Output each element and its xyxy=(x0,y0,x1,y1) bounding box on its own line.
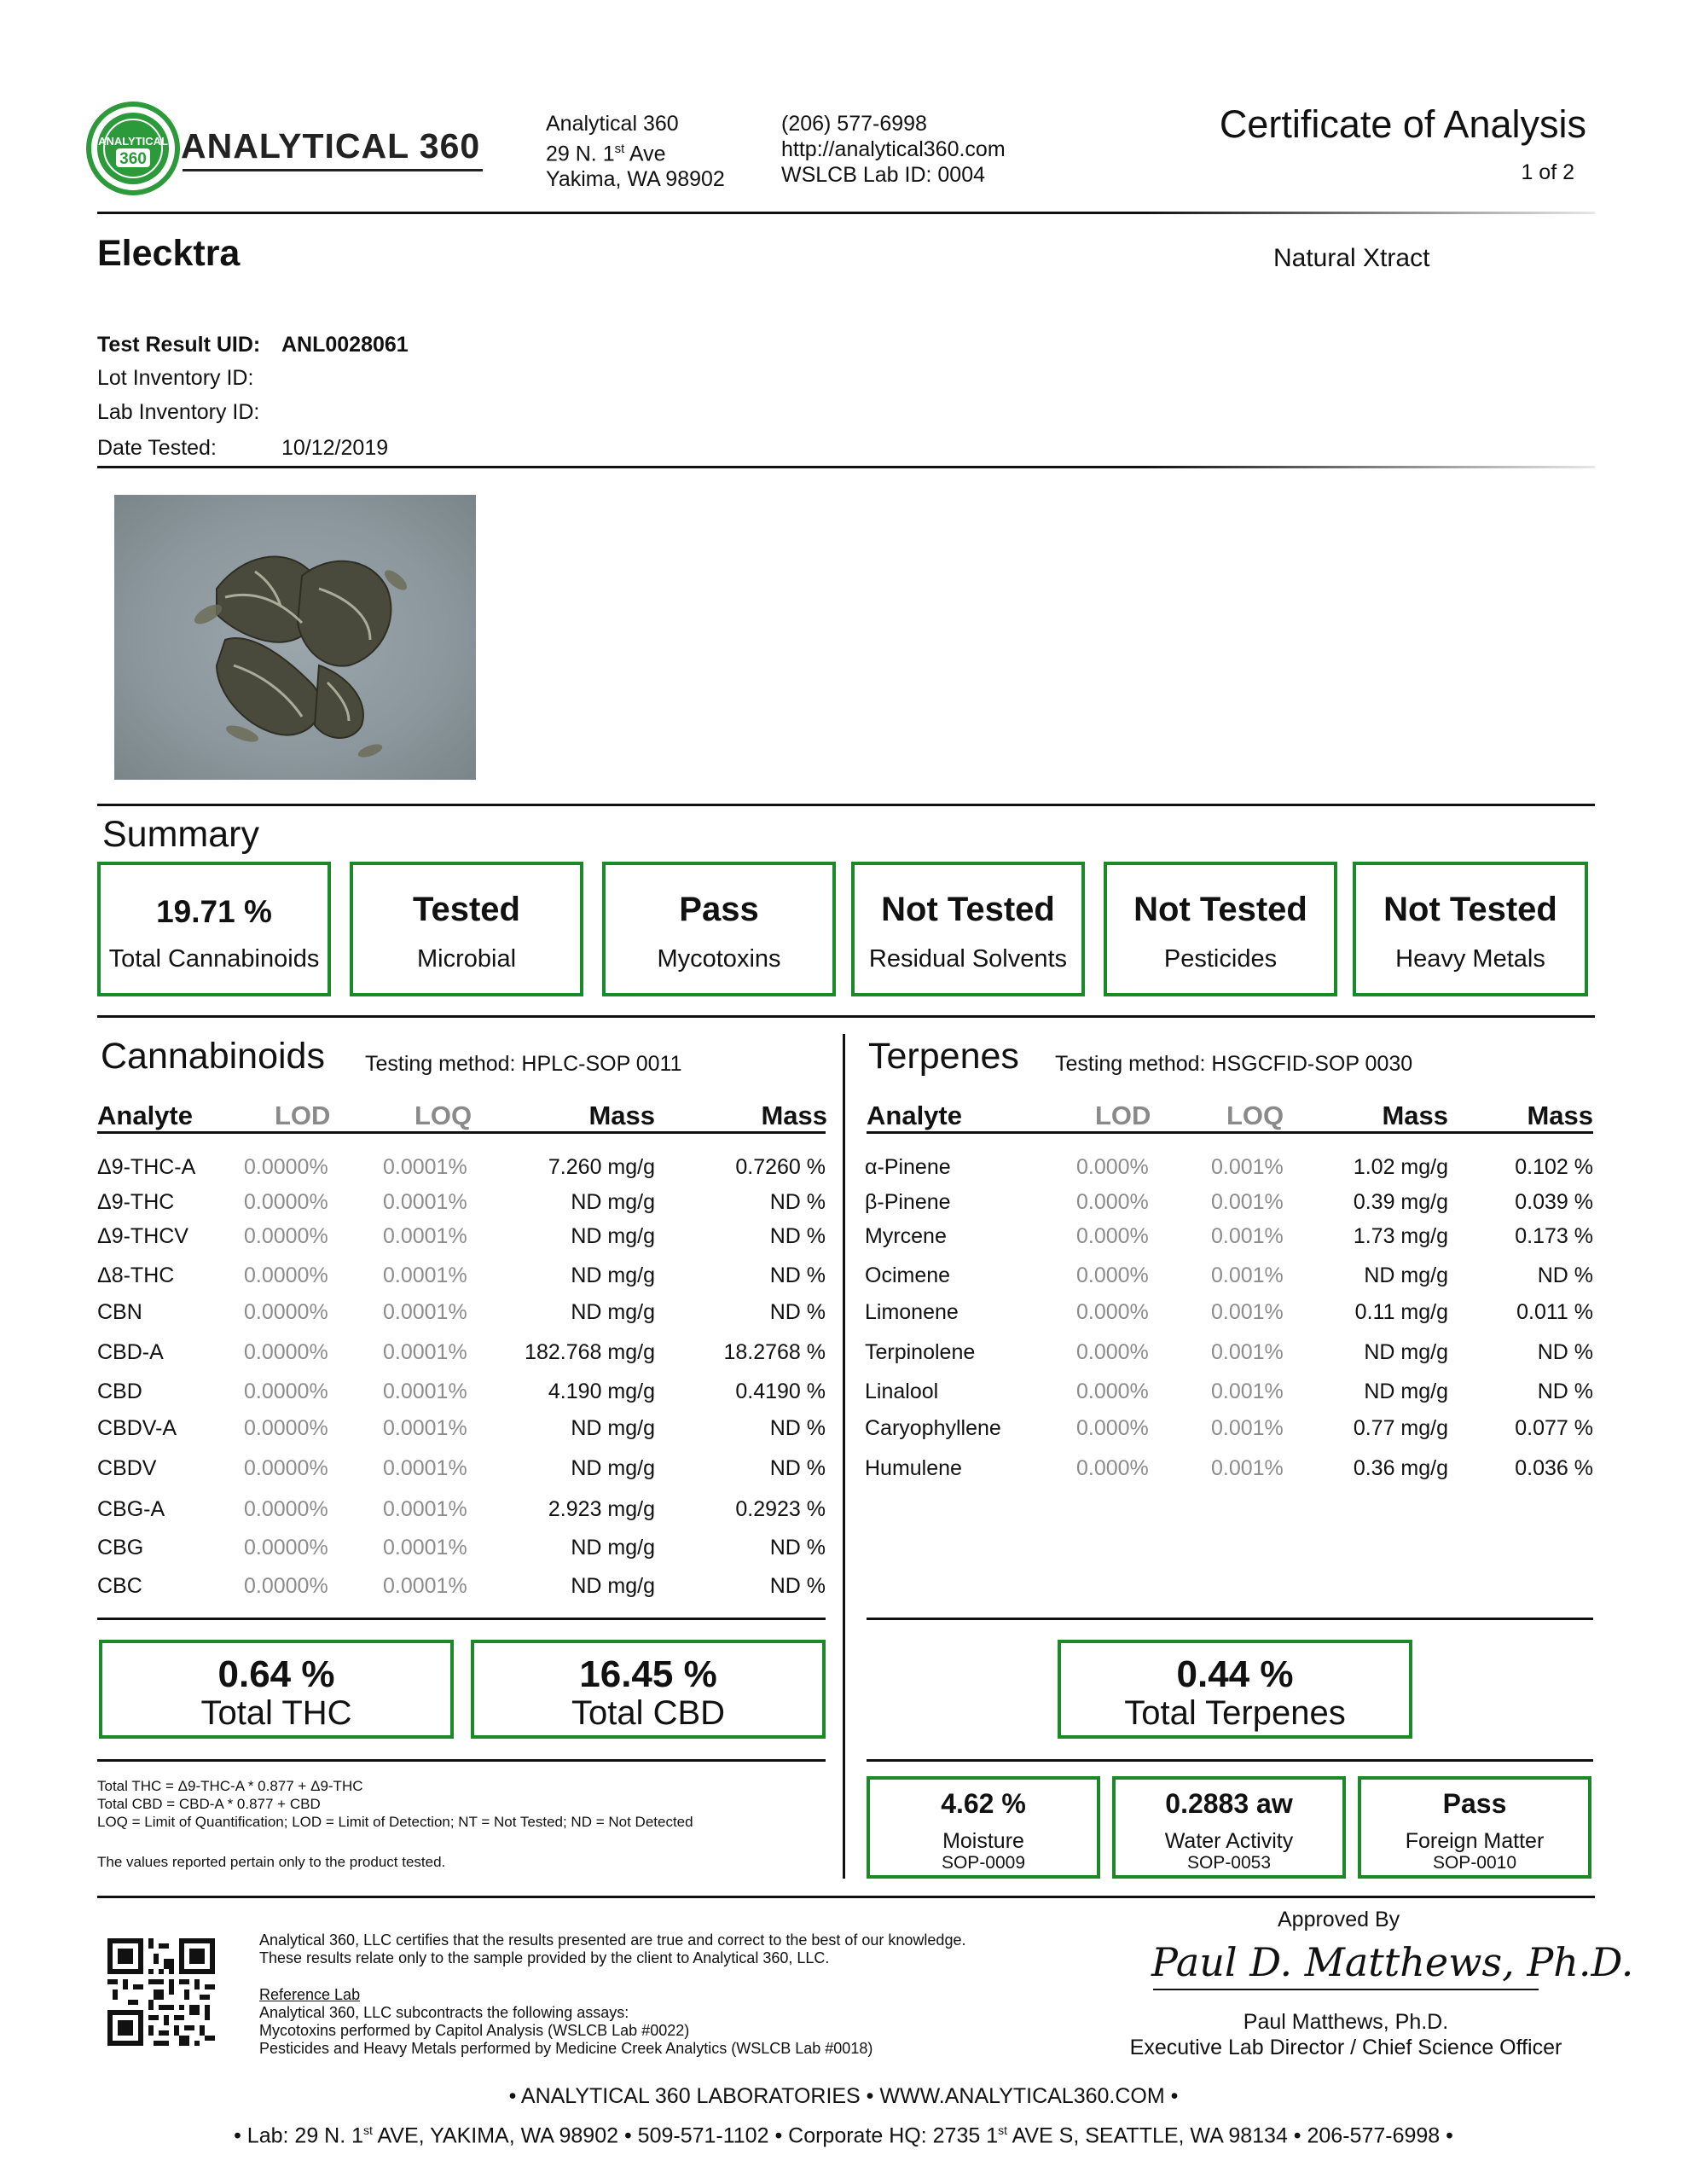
cannabinoid-lod: 0.0000% xyxy=(244,1224,328,1248)
lab-address-block xyxy=(546,111,725,192)
terpene-loq: 0.001% xyxy=(1211,1380,1284,1403)
total-terpenes-value: 0.44 % xyxy=(1176,1653,1294,1695)
cannabinoid-lod: 0.0000% xyxy=(244,1300,328,1324)
lab-phone: (206) 577-6998 xyxy=(781,112,927,136)
summary-microbial-box xyxy=(350,862,583,996)
total-thc-value: 0.64 % xyxy=(217,1653,335,1695)
foreign-matter-value: Pass xyxy=(1442,1788,1507,1819)
cannabinoids-col-mass-mg: Mass xyxy=(588,1101,655,1130)
qr-code-icon xyxy=(107,1938,215,2046)
note-total-thc: Total THC = Δ9-THC-A * 0.877 + Δ9-THC xyxy=(97,1778,363,1794)
footer-line-1: • ANALYTICAL 360 LABORATORIES • WWW.ANALYTICAL360.COM • xyxy=(508,2084,1179,2108)
certification-text xyxy=(259,1931,965,1967)
terpene-analyte: β-Pinene xyxy=(865,1190,951,1214)
signer-name: Paul Matthews, Ph.D. xyxy=(1243,2010,1449,2034)
water-activity-label: Water Activity xyxy=(1164,1829,1294,1853)
cannabinoid-loq: 0.0001% xyxy=(383,1340,467,1364)
cannabinoid-mass-mg: ND mg/g xyxy=(571,1263,655,1287)
header-divider xyxy=(97,212,1595,214)
signer-title: Executive Lab Director / Chief Science Officer xyxy=(1129,2036,1562,2059)
cannabinoid-mass-mg: ND mg/g xyxy=(571,1190,655,1214)
meta-row-date xyxy=(97,436,609,462)
cannabinoid-analyte: Δ8-THC xyxy=(97,1263,175,1287)
cannabinoid-mass-mg: ND mg/g xyxy=(571,1536,655,1560)
cannabinoid-mass-pct: ND % xyxy=(769,1263,826,1287)
cannabinoid-analyte: CBG-A xyxy=(97,1497,165,1521)
summary-residual-solvents-box xyxy=(851,862,1085,996)
footer-sup: st xyxy=(998,2123,1007,2137)
terpene-mass-mg: ND mg/g xyxy=(1364,1340,1448,1364)
meta-value: 10/12/2019 xyxy=(281,436,389,460)
meta-label: Lot Inventory ID: xyxy=(97,366,254,390)
cannabinoid-mass-pct: ND % xyxy=(769,1224,826,1248)
total-thc-label: Total THC xyxy=(200,1694,352,1732)
moisture-value: 4.62 % xyxy=(941,1788,1026,1819)
approved-by-label: Approved By xyxy=(1278,1908,1400,1931)
client-name: Elecktra xyxy=(97,233,241,274)
cannabinoid-mass-pct: 0.7260 % xyxy=(735,1155,826,1179)
foreign-matter-box xyxy=(1358,1776,1591,1879)
meta-label: Date Tested: xyxy=(97,436,217,460)
logo-badge-number: 360 xyxy=(119,150,147,168)
cannabinoid-mass-mg: ND mg/g xyxy=(571,1456,655,1480)
summary-value: Not Tested xyxy=(1133,891,1307,928)
cannabinoid-lod: 0.0000% xyxy=(244,1380,328,1403)
cannabinoids-col-mass-pct: Mass xyxy=(761,1101,827,1130)
reference-lab-line: Analytical 360, LLC subcontracts the following assays: xyxy=(259,2004,629,2021)
cannabinoid-mass-mg: 4.190 mg/g xyxy=(548,1380,655,1403)
terpene-analyte: Humulene xyxy=(865,1456,962,1480)
water-activity-box xyxy=(1112,1776,1346,1879)
terpene-mass-pct: 0.077 % xyxy=(1515,1416,1593,1440)
terpene-analyte: α-Pinene xyxy=(865,1155,951,1179)
summary-heavy-metals-box xyxy=(1353,862,1588,996)
terpene-mass-pct: ND % xyxy=(1537,1263,1593,1287)
terpene-lod: 0.000% xyxy=(1076,1416,1149,1440)
meta-value: ANL0028061 xyxy=(281,333,409,357)
lab-street xyxy=(546,136,725,166)
summary-label: Mycotoxins xyxy=(657,945,781,973)
cannabinoid-mass-pct: ND % xyxy=(769,1456,826,1480)
terpene-analyte: Ocimene xyxy=(865,1263,951,1287)
summary-title: Summary xyxy=(102,814,259,855)
logo-wordmark: ANALYTICAL 360 xyxy=(181,126,481,166)
cannabinoid-mass-mg: ND mg/g xyxy=(571,1416,655,1440)
cannabinoid-lod: 0.0000% xyxy=(244,1497,328,1521)
lab-license-id: WSLCB Lab ID: 0004 xyxy=(781,163,986,187)
disclaimer: The values reported pertain only to the product tested. xyxy=(97,1854,446,1870)
cannabinoids-notes xyxy=(97,1777,693,1831)
reference-lab-line: Mycotoxins performed by Capitol Analysis (WSLCB Lab #0022) xyxy=(259,2022,690,2039)
total-cbd-label: Total CBD xyxy=(571,1694,726,1732)
cannabinoid-lod: 0.0000% xyxy=(244,1416,328,1440)
cannabinoid-mass-mg: 182.768 mg/g xyxy=(525,1340,655,1364)
product-tag: Natural Xtract xyxy=(1273,244,1430,272)
terpene-lod: 0.000% xyxy=(1076,1263,1149,1287)
cannabinoid-mass-pct: ND % xyxy=(769,1574,826,1598)
cannabinoids-col-lod: LOD xyxy=(275,1101,331,1130)
cannabinoid-lod: 0.0000% xyxy=(244,1574,328,1598)
terpene-mass-mg: 1.73 mg/g xyxy=(1353,1224,1448,1248)
column-divider xyxy=(843,1034,845,1879)
footer-hq-phone: AVE S, SEATTLE, WA 98134 • 206-577-6998 • xyxy=(1007,2123,1453,2148)
cannabinoid-lod: 0.0000% xyxy=(244,1263,328,1287)
meta-label: Test Result UID: xyxy=(97,333,261,357)
lab-street-suffix: Ave xyxy=(624,142,666,166)
cannabinoids-title: Cannabinoids xyxy=(101,1036,325,1077)
terpenes-bottom-rule xyxy=(867,1618,1593,1620)
cannabinoid-analyte: CBG xyxy=(97,1536,144,1560)
logo-badge-top-text: ANALYTICAL xyxy=(98,135,168,148)
cannabinoid-analyte: CBDV xyxy=(97,1456,157,1480)
cannabinoid-loq: 0.0001% xyxy=(383,1456,467,1480)
cannabinoid-analyte: CBDV-A xyxy=(97,1416,177,1440)
note-abbreviations: LOQ = Limit of Quantification; LOD = Limit of Detection; NT = Not Tested; ND = Not Detected xyxy=(97,1814,693,1830)
terpene-mass-pct: 0.173 % xyxy=(1515,1224,1593,1248)
meta-row-lab-inventory xyxy=(97,400,609,426)
terpene-loq: 0.001% xyxy=(1211,1300,1284,1324)
terpene-loq: 0.001% xyxy=(1211,1456,1284,1480)
terpene-lod: 0.000% xyxy=(1076,1155,1149,1179)
certification-top-rule xyxy=(97,1896,1595,1898)
foreign-matter-sop: SOP-0010 xyxy=(1432,1853,1517,1873)
total-terpenes-box xyxy=(1058,1640,1412,1739)
total-terpenes-label: Total Terpenes xyxy=(1124,1694,1346,1732)
terpene-mass-mg: 0.77 mg/g xyxy=(1353,1416,1448,1440)
summary-mycotoxins-box xyxy=(602,862,836,996)
cannabinoids-bottom-rule xyxy=(97,1618,826,1620)
summary-value: Not Tested xyxy=(881,891,1055,928)
analytical-360-logo-icon xyxy=(85,101,181,196)
summary-label: Residual Solvents xyxy=(868,945,1068,973)
note-total-cbd: Total CBD = CBD-A * 0.877 + CBD xyxy=(97,1796,321,1812)
meta-row-lot xyxy=(97,366,609,392)
summary-label: Microbial xyxy=(416,945,517,973)
reference-lab-title: Reference Lab xyxy=(259,1986,361,2003)
cannabinoid-mass-pct: ND % xyxy=(769,1300,826,1324)
summary-label: Total Cannabinoids xyxy=(108,945,320,973)
cannabinoid-mass-pct: ND % xyxy=(769,1190,826,1214)
cannabinoid-loq: 0.0001% xyxy=(383,1497,467,1521)
water-activity-value: 0.2883 aw xyxy=(1165,1788,1293,1819)
footer-sup: st xyxy=(363,2123,373,2137)
cannabinoid-analyte: CBD xyxy=(97,1380,142,1403)
terpenes-col-lod: LOD xyxy=(1095,1101,1151,1130)
terpene-mass-pct: 0.036 % xyxy=(1515,1456,1593,1480)
cannabinoids-col-analyte: Analyte xyxy=(97,1101,193,1130)
terpene-loq: 0.001% xyxy=(1211,1190,1284,1214)
summary-bottom-rule xyxy=(97,1015,1595,1018)
summary-value: 19.71 % xyxy=(156,894,272,929)
cannabinoid-mass-mg: ND mg/g xyxy=(571,1300,655,1324)
terpene-loq: 0.001% xyxy=(1211,1155,1284,1179)
cannabinoid-mass-pct: ND % xyxy=(769,1536,826,1560)
cannabinoids-notes-rule xyxy=(97,1759,826,1762)
cannabinoids-header-rule xyxy=(97,1131,826,1134)
terpene-lod: 0.000% xyxy=(1076,1380,1149,1403)
signature-text: Paul D. Matthews, Ph.D. xyxy=(1151,1939,1634,1985)
summary-value: Tested xyxy=(413,891,520,928)
summary-pesticides-box xyxy=(1104,862,1337,996)
terpene-loq: 0.001% xyxy=(1211,1416,1284,1440)
terpenes-title: Terpenes xyxy=(868,1036,1019,1077)
cannabinoids-method: Testing method: HPLC-SOP 0011 xyxy=(365,1052,682,1076)
footer-lab-address: • Lab: 29 N. 1 xyxy=(234,2123,364,2148)
terpenes-col-analyte: Analyte xyxy=(867,1101,962,1130)
terpenes-method: Testing method: HSGCFID-SOP 0030 xyxy=(1055,1052,1413,1076)
cannabinoid-loq: 0.0001% xyxy=(383,1536,467,1560)
reference-lab-block xyxy=(259,1986,872,2058)
cannabinoid-analyte: Δ9-THC xyxy=(97,1190,175,1214)
terpene-lod: 0.000% xyxy=(1076,1456,1149,1480)
cannabinoid-loq: 0.0001% xyxy=(383,1380,467,1403)
moisture-label: Moisture xyxy=(942,1829,1024,1853)
cannabinoid-loq: 0.0001% xyxy=(383,1224,467,1248)
lab-street-number: 29 N. 1 xyxy=(546,142,615,166)
certification-line: Analytical 360, LLC certifies that the results presented are true and correct to the best of our knowledge. xyxy=(259,1931,966,1949)
reference-lab-line: Pesticides and Heavy Metals performed by Medicine Creek Analytics (WSLCB Lab #0018) xyxy=(259,2040,873,2057)
terpene-mass-mg: 0.39 mg/g xyxy=(1353,1190,1448,1214)
terpene-mass-mg: ND mg/g xyxy=(1364,1380,1448,1403)
cannabinoid-analyte: CBN xyxy=(97,1300,142,1324)
footer-hq-address: AVE, YAKIMA, WA 98902 • 509-571-1102 • Corporate HQ: 2735 1 xyxy=(372,2123,999,2148)
meta-label: Lab Inventory ID: xyxy=(97,400,260,424)
sample-photo xyxy=(114,495,476,780)
terpene-mass-pct: ND % xyxy=(1537,1340,1593,1364)
cannabinoid-analyte: CBC xyxy=(97,1574,142,1598)
lab-contact-block xyxy=(781,111,1006,188)
terpenes-header-rule xyxy=(867,1131,1593,1134)
cannabinoid-analyte: Δ9-THC-A xyxy=(97,1155,196,1179)
summary-top-rule xyxy=(97,804,1595,806)
terpene-lod: 0.000% xyxy=(1076,1190,1149,1214)
cannabinoid-loq: 0.0001% xyxy=(383,1574,467,1598)
cannabinoid-loq: 0.0001% xyxy=(383,1190,467,1214)
moisture-box xyxy=(867,1776,1100,1879)
terpene-mass-pct: 0.039 % xyxy=(1515,1190,1593,1214)
lab-name: Analytical 360 xyxy=(546,112,679,136)
terpene-mass-pct: ND % xyxy=(1537,1380,1593,1403)
cannabinoid-mass-pct: 0.2923 % xyxy=(735,1497,826,1521)
summary-label: Heavy Metals xyxy=(1395,945,1545,973)
summary-value: Pass xyxy=(679,891,759,928)
cannabinoid-mass-pct: ND % xyxy=(769,1416,826,1440)
terpene-mass-mg: 0.36 mg/g xyxy=(1353,1456,1448,1480)
water-activity-sop: SOP-0053 xyxy=(1186,1853,1272,1873)
total-thc-box xyxy=(99,1640,454,1739)
terpenes-col-loq: LOQ xyxy=(1226,1101,1284,1130)
terpene-analyte: Caryophyllene xyxy=(865,1416,1001,1440)
signer-block xyxy=(1120,2009,1572,2060)
terpene-mass-mg: 0.11 mg/g xyxy=(1354,1300,1448,1324)
cannabinoid-lod: 0.0000% xyxy=(244,1190,328,1214)
logo-underline xyxy=(183,169,483,171)
cannabinoid-mass-pct: 18.2768 % xyxy=(723,1340,826,1364)
meta-row-uid xyxy=(97,333,609,358)
total-cbd-value: 16.45 % xyxy=(579,1653,717,1695)
lab-street-sup: st xyxy=(614,142,625,156)
moisture-sop: SOP-0009 xyxy=(941,1853,1026,1873)
cannabinoid-lod: 0.0000% xyxy=(244,1340,328,1364)
summary-value: Not Tested xyxy=(1383,891,1557,928)
summary-total-cannabinoids-box xyxy=(97,862,331,996)
terpene-loq: 0.001% xyxy=(1211,1263,1284,1287)
terpenes-col-mass-pct: Mass xyxy=(1527,1101,1593,1130)
meta-divider xyxy=(97,466,1595,468)
cannabinoid-lod: 0.0000% xyxy=(244,1155,328,1179)
terpene-analyte: Limonene xyxy=(865,1300,959,1324)
terpene-loq: 0.001% xyxy=(1211,1340,1284,1364)
terpene-lod: 0.000% xyxy=(1076,1340,1149,1364)
terpenes-notes-rule xyxy=(867,1759,1593,1762)
terpene-mass-mg: 1.02 mg/g xyxy=(1353,1155,1448,1179)
foreign-matter-label: Foreign Matter xyxy=(1405,1829,1545,1853)
page-number: 1 of 2 xyxy=(1521,160,1574,184)
terpene-analyte: Myrcene xyxy=(865,1224,947,1248)
document-title: Certificate of Analysis xyxy=(1219,102,1586,146)
certification-line: These results relate only to the sample provided by the client to Analytical 360, LLC. xyxy=(259,1949,830,1966)
cannabinoid-loq: 0.0001% xyxy=(383,1263,467,1287)
cannabinoids-col-loq: LOQ xyxy=(415,1101,472,1130)
terpene-mass-pct: 0.011 % xyxy=(1516,1300,1593,1324)
cannabinoid-lod: 0.0000% xyxy=(244,1536,328,1560)
cannabinoid-mass-mg: 7.260 mg/g xyxy=(548,1155,655,1179)
terpene-mass-mg: ND mg/g xyxy=(1364,1263,1448,1287)
cannabinoid-loq: 0.0001% xyxy=(383,1300,467,1324)
footer-line-2 xyxy=(0,2123,1687,2148)
cannabinoid-mass-pct: 0.4190 % xyxy=(735,1380,826,1403)
cannabinoid-lod: 0.0000% xyxy=(244,1456,328,1480)
summary-label: Pesticides xyxy=(1163,945,1278,973)
terpene-loq: 0.001% xyxy=(1211,1224,1284,1248)
cannabinoid-loq: 0.0001% xyxy=(383,1416,467,1440)
cannabinoid-analyte: Δ9-THCV xyxy=(97,1224,188,1248)
terpene-lod: 0.000% xyxy=(1076,1224,1149,1248)
terpene-analyte: Terpinolene xyxy=(865,1340,976,1364)
total-cbd-box xyxy=(471,1640,826,1739)
lab-website-link[interactable]: http://analytical360.com xyxy=(781,137,1006,161)
cannabinoid-mass-mg: ND mg/g xyxy=(571,1574,655,1598)
cannabinoid-loq: 0.0001% xyxy=(383,1155,467,1179)
terpenes-col-mass-mg: Mass xyxy=(1382,1101,1448,1130)
lab-city: Yakima, WA 98902 xyxy=(546,167,725,192)
signature xyxy=(1143,1931,1634,2000)
terpene-lod: 0.000% xyxy=(1076,1300,1149,1324)
terpene-analyte: Linalool xyxy=(865,1380,939,1403)
terpene-mass-pct: 0.102 % xyxy=(1515,1155,1593,1179)
cannabinoid-mass-mg: 2.923 mg/g xyxy=(548,1497,655,1521)
cannabinoid-mass-mg: ND mg/g xyxy=(571,1224,655,1248)
cannabinoid-analyte: CBD-A xyxy=(97,1340,164,1364)
